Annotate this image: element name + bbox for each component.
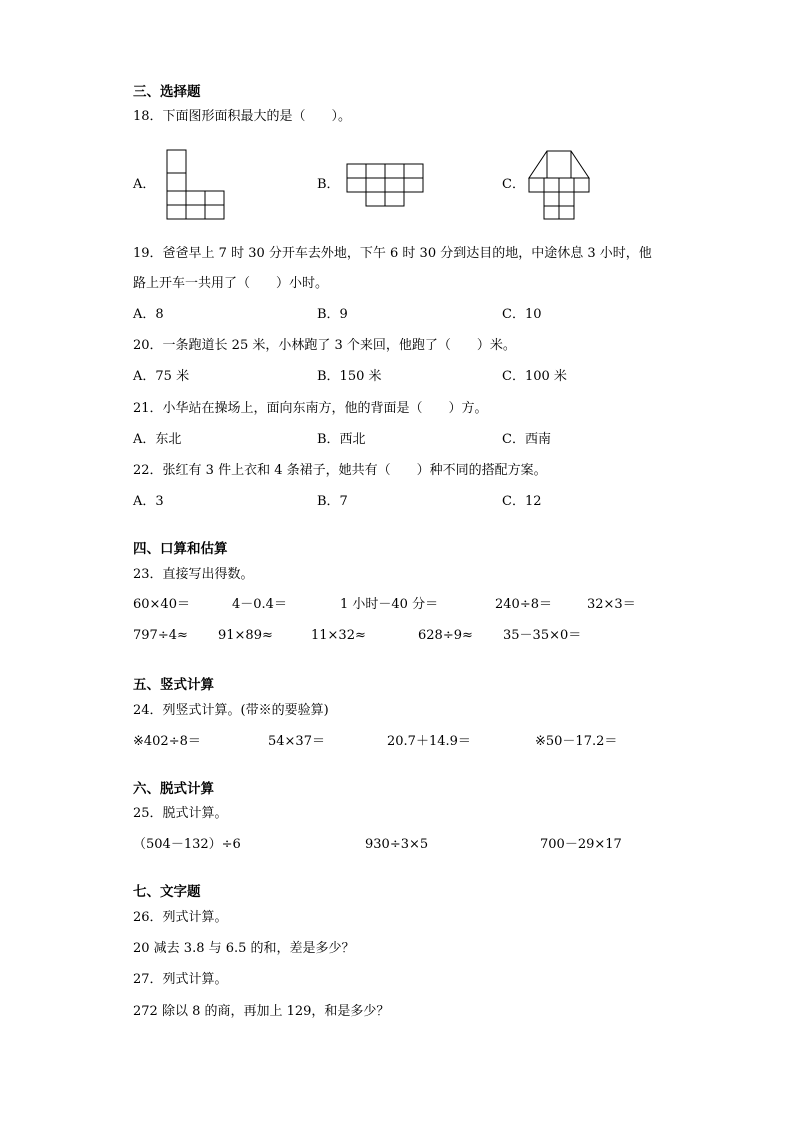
section-title-step-calc: 六、脱式计算 [133, 781, 214, 797]
q22-option-a: A．3 [133, 494, 164, 509]
q19-option-b: B．9 [317, 307, 348, 322]
q22-option-b: B．7 [317, 494, 348, 509]
q23-item: 628÷9≈ [418, 628, 473, 643]
q22-option-c: C．12 [502, 494, 542, 509]
q21-option-b: B．西北 [317, 432, 366, 447]
q27-stem: 27．列式计算。 [133, 972, 228, 987]
q26-text: 20 减去 3.8 与 6.5 的和，差是多少？ [133, 941, 355, 956]
q24-item: 20.7＋14.9＝ [387, 734, 471, 749]
section-title-choice: 三、选择题 [133, 84, 201, 100]
q27-text: 272 除以 8 的商，再加上 129，和是多少？ [133, 1004, 390, 1019]
q19-option-a: A．8 [133, 307, 164, 322]
q23-item: 91×89≈ [218, 628, 273, 643]
q21-option-a: A．东北 [133, 432, 182, 447]
q18-figure-c [527, 149, 593, 221]
q20-option-c: C．100 米 [502, 369, 567, 384]
q23-item: 11×32≈ [311, 628, 366, 643]
q19-stem-line2: 路上开车一共用了（ ）小时。 [133, 276, 329, 291]
q23-item: 4－0.4＝ [232, 597, 287, 612]
section-title-mental-math: 四、口算和估算 [133, 541, 228, 557]
q24-item: ※402÷8＝ [133, 734, 201, 749]
q22-stem: 22．张红有 3 件上衣和 4 条裙子，她共有（ ）种不同的搭配方案。 [133, 463, 547, 478]
q24-item: 54×37＝ [268, 734, 325, 749]
q18-option-a: A． [133, 177, 156, 192]
q18-option-c: C． [502, 177, 525, 192]
q23-item: 32×3＝ [587, 597, 636, 612]
q25-item: 700－29×17 [540, 837, 622, 852]
section-title-word-problems: 七、文字题 [133, 884, 201, 900]
q20-stem: 20．一条跑道长 25 米，小林跑了 3 个来回，他跑了（ ）米。 [133, 338, 516, 353]
q24-stem: 24．列竖式计算。(带※的要验算) [133, 703, 329, 718]
q20-option-b: B．150 米 [317, 369, 382, 384]
q23-item: 240÷8＝ [495, 597, 552, 612]
q19-stem-line1: 19．爸爸早上 7 时 30 分开车去外地，下午 6 时 30 分到达目的地，中途休息 3 小时，他 [133, 246, 652, 261]
q23-item: 60×40＝ [133, 597, 190, 612]
q21-stem: 21．小华站在操场上，面向东南方，他的背面是（ ）方。 [133, 401, 488, 416]
q25-item: （504－132）÷6 [133, 837, 241, 852]
q18-option-b: B． [317, 177, 340, 192]
q21-option-c: C．西南 [502, 432, 551, 447]
q18-stem: 18．下面图形面积最大的是（ ）。 [133, 109, 352, 124]
section-title-vertical-calc: 五、竖式计算 [133, 677, 214, 693]
q23-item: 35－35×0＝ [503, 628, 582, 643]
q20-option-a: A．75 米 [133, 369, 190, 384]
q25-stem: 25．脱式计算。 [133, 806, 228, 821]
q25-item: 930÷3×5 [365, 837, 429, 852]
q18-figure-b [346, 163, 426, 208]
q23-item: 797÷4≈ [133, 628, 188, 643]
q18-figure-a [166, 149, 226, 221]
q23-item: 1 小时－40 分＝ [340, 597, 439, 612]
q24-item: ※50－17.2＝ [535, 734, 618, 749]
q19-option-c: C．10 [502, 307, 542, 322]
q23-stem: 23．直接写出得数。 [133, 567, 254, 582]
q26-stem: 26．列式计算。 [133, 910, 228, 925]
